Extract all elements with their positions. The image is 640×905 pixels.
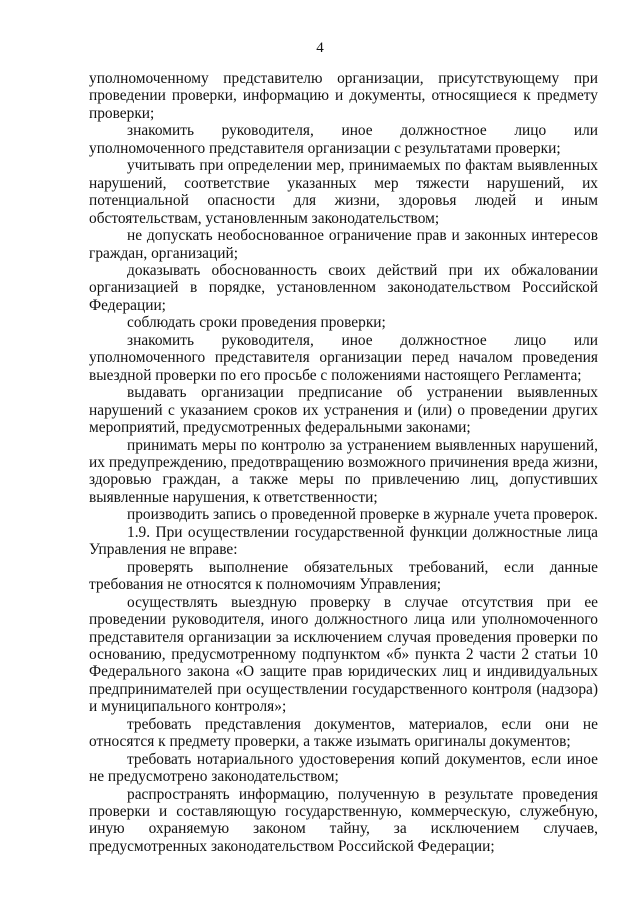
paragraph: требовать представления документов, материалов, если они не относятся к предмету проверки, а также изымать оригиналы документов; bbox=[89, 715, 598, 751]
paragraph: принимать меры по контролю за устранением выявленных нарушений, их предупреждению, предотвращению возможного причинения вреда жизни, здоровью граждан, а также меры по привлечению лиц, допустивших выявленные нарушения, к ответственности; bbox=[89, 436, 598, 506]
paragraph: учитывать при определении мер, принимаемых по фактам выявленных нарушений, соответствие указанных мер тяжести нарушений, их потенциальной опасности для жизни, здоровья людей и иным обстоятельствам, установленным законодательством; bbox=[89, 157, 598, 227]
paragraph: не допускать необоснованное ограничение прав и законных интересов граждан, организаций; bbox=[89, 227, 598, 262]
paragraph: выдавать организации предписание об устранении выявленных нарушений с указанием сроков их устранения и (или) о проведении других мероприятий, предусмотренных федеральными законами; bbox=[89, 384, 598, 437]
page-number: 4 bbox=[316, 40, 324, 56]
paragraph: знакомить руководителя, иное должностное лицо или уполномоченного представителя организации с результатами проверки; bbox=[89, 122, 598, 157]
paragraph: соблюдать сроки проведения проверки; bbox=[127, 314, 386, 332]
paragraph: уполномоченному представителю организации, присутствующему при проведении проверки, информацию и документы, относящиеся к предмету проверки; bbox=[89, 70, 598, 122]
paragraph: проверять выполнение обязательных требований, если данные требования не относятся к полномочиям Управления; bbox=[89, 558, 598, 594]
document-body bbox=[89, 70, 598, 855]
paragraph: знакомить руководителя, иное должностное лицо или уполномоченного представителя организации перед началом проведения выездной проверки по его просьбе с положениями настоящего Регламента; bbox=[89, 331, 598, 384]
paragraph: осуществлять выездную проверку в случае отсутствия при ее проведении руководителя, иного должностного лица или уполномоченного представителя организации за исключением случая проведения проверки по основанию, предусмотренному подпунктом «б» пункта 2 части 2 статьи 10 Федерального закона «О защите прав юридических лиц и индивидуальных предпринимателей при осуществлении государственного контроля (надзора) и муниципального контроля»; bbox=[89, 593, 598, 716]
paragraph: требовать нотариального удостоверения копий документов, если иное не предусмотрено законодательством; bbox=[89, 750, 598, 786]
section-heading-paragraph: 1.9. При осуществлении государственной функции должностные лица Управления не вправе: bbox=[89, 523, 598, 559]
paragraph: распространять информацию, полученную в результате проведения проверки и составляющую государственную, коммерческую, служебную, иную охраняемую законом тайну, за исключением случаев, предусмотренных законодательством Российской Федерации; bbox=[89, 785, 598, 855]
paragraph: производить запись о проведенной проверке в журнале учета проверок. bbox=[127, 506, 598, 524]
paragraph: доказывать обоснованность своих действий при их обжаловании организацией в порядке, установленном законодательством Российской Федерации; bbox=[89, 261, 598, 314]
